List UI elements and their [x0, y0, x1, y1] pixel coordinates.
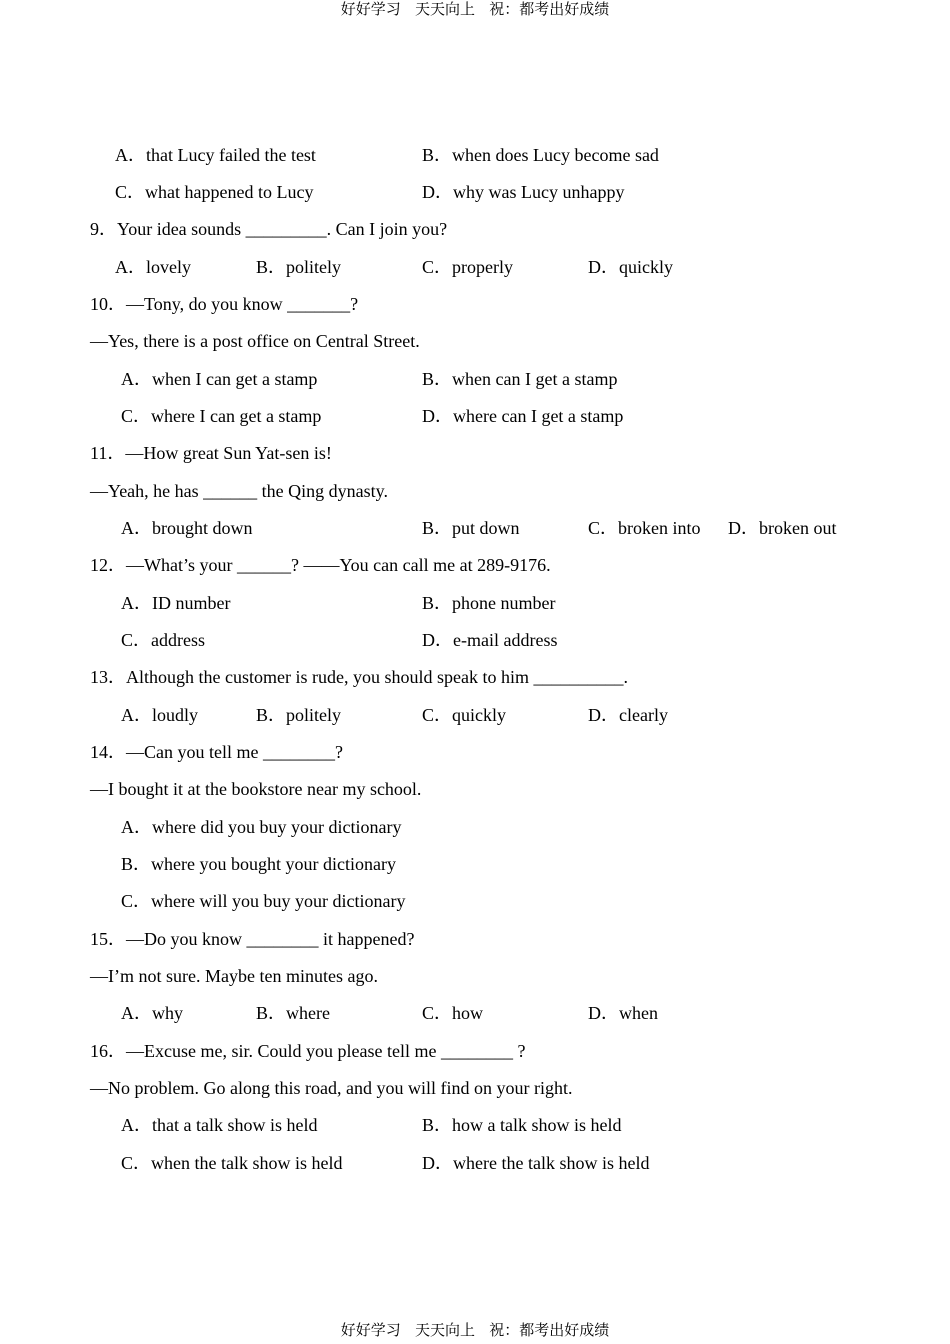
q8-option-b: B．when does Lucy become sad: [422, 145, 659, 165]
q15-option-b: B．where: [256, 1003, 330, 1023]
q16-option-a: A．that a talk show is held: [121, 1115, 318, 1135]
q12-option-d: D．e-mail address: [422, 630, 558, 650]
q10-option-d: D．where can I get a stamp: [422, 406, 624, 426]
q12-option-b: B．phone number: [422, 593, 556, 613]
page-footer: 好好学习 天天向上 祝：都考出好成绩: [340, 1321, 610, 1339]
q9-option-a: A．lovely: [115, 257, 191, 277]
q11-option-a: A．brought down: [121, 518, 253, 538]
q8-option-a: A．that Lucy failed the test: [115, 145, 316, 165]
q11-option-d: D．broken out: [728, 518, 837, 538]
q11-reply: —Yeah, he has ______ the Qing dynasty.: [90, 481, 388, 501]
q9-option-b: B．politely: [256, 257, 341, 277]
q16-stem: 16．—Excuse me, sir. Could you please tell me ________ ?: [90, 1041, 526, 1061]
q11-option-b: B．put down: [422, 518, 520, 538]
q15-reply: —I’m not sure. Maybe ten minutes ago.: [90, 966, 378, 986]
page-header: 好好学习 天天向上 祝：都考出好成绩: [340, 0, 610, 18]
q15-stem: 15．—Do you know ________ it happened?: [90, 929, 415, 949]
q12-option-c: C．address: [121, 630, 205, 650]
q9-option-c: C．properly: [422, 257, 513, 277]
q9-option-d: D．quickly: [588, 257, 673, 277]
q15-option-a: A．why: [121, 1003, 183, 1023]
q14-reply: —I bought it at the bookstore near my school.: [90, 779, 422, 799]
q16-option-b: B．how a talk show is held: [422, 1115, 622, 1135]
q16-option-d: D．where the talk show is held: [422, 1153, 650, 1173]
q15-option-c: C．how: [422, 1003, 484, 1023]
q10-option-a: A．when I can get a stamp: [121, 369, 318, 389]
q9-stem: 9．Your idea sounds _________. Can I join you?: [90, 219, 448, 239]
q13-option-b: B．politely: [256, 705, 341, 725]
q13-option-c: C．quickly: [422, 705, 506, 725]
q10-option-c: C．where I can get a stamp: [121, 406, 322, 426]
q11-option-c: C．broken into: [588, 518, 701, 538]
q8-option-c: C．what happened to Lucy: [115, 182, 314, 202]
q16-reply: —No problem. Go along this road, and you will find on your right.: [90, 1078, 573, 1098]
q14-option-b: B．where you bought your dictionary: [121, 854, 396, 874]
q12-option-a: A．ID number: [121, 593, 231, 613]
q14-stem: 14．—Can you tell me ________?: [90, 742, 343, 762]
q11-stem: 11．—How great Sun Yat-sen is!: [90, 443, 332, 463]
q13-stem: 13．Although the customer is rude, you should speak to him __________.: [90, 667, 628, 687]
q10-option-b: B．when can I get a stamp: [422, 369, 618, 389]
q16-option-c: C．when the talk show is held: [121, 1153, 343, 1173]
q8-option-d: D．why was Lucy unhappy: [422, 182, 625, 202]
q13-option-a: A．loudly: [121, 705, 199, 725]
q15-option-d: D．when: [588, 1003, 658, 1023]
q10-stem: 10．—Tony, do you know _______?: [90, 294, 359, 314]
q14-option-c: C．where will you buy your dictionary: [121, 891, 406, 911]
q13-option-d: D．clearly: [588, 705, 668, 725]
q12-stem: 12．—What’s your ______? ——You can call me at 289-9176.: [90, 555, 551, 575]
q14-option-a: A．where did you buy your dictionary: [121, 817, 402, 837]
q10-reply: —Yes, there is a post office on Central Street.: [90, 331, 420, 351]
